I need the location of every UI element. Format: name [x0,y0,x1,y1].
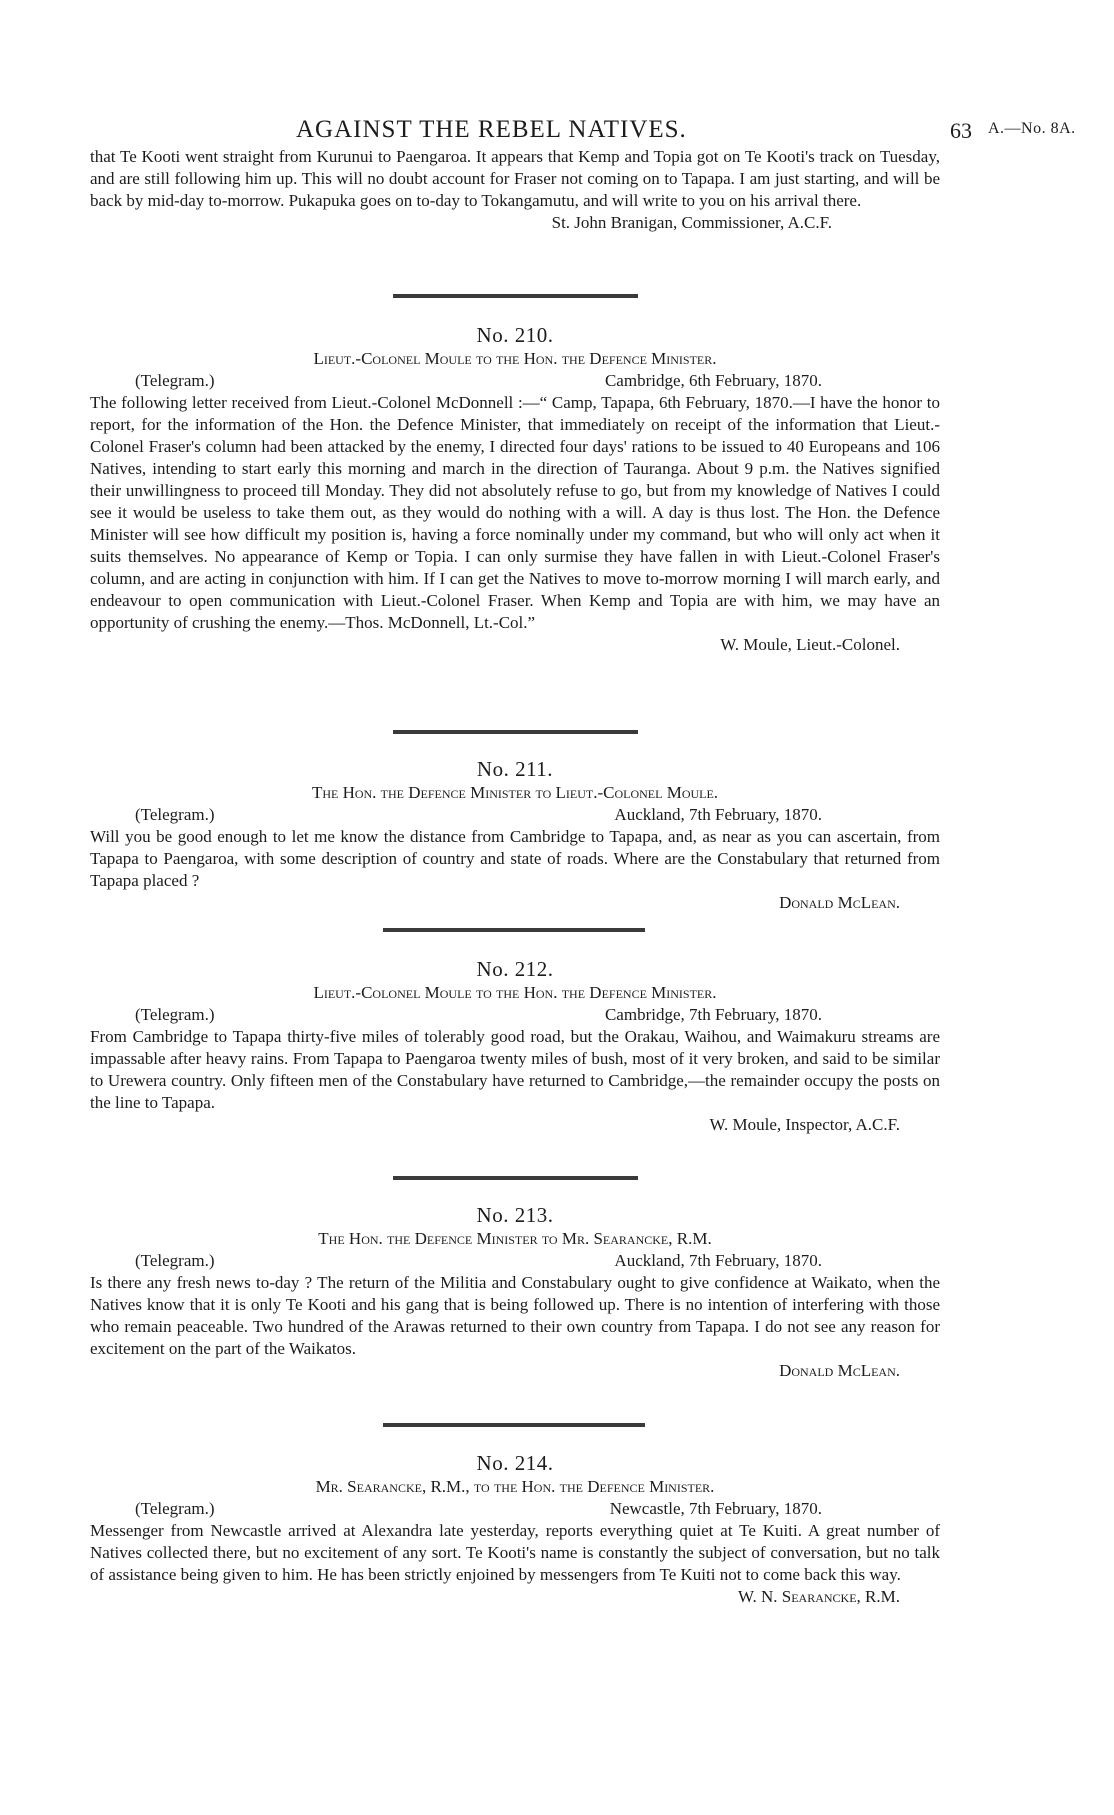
document-signature: W. Moule, Inspector, A.C.F. [709,1115,900,1134]
section-divider [393,1176,638,1180]
section-divider [383,1423,645,1427]
intro-text: that Te Kooti went straight from Kurunui to Paengaroa. It appears that Kemp and Topia got on Te Kooti's track on Tuesday, and are still following him up. This will no doubt account for Fraser not coming on to Tapapa. I am just starting, and will be back by mid-day to-morrow. Pukapuka goes on to-day to Tokangamutu, and will write to you on his arrival there. [90,147,940,210]
document-211 [90,756,940,914]
document-body: Messenger from Newcastle arrived at Alexandra late yesterday, reports everything quiet at Te Kuiti. A great number of Natives collected there, but no excitement of any sort. Te Kooti's name is constantly the subject of conversation, but no talk of assistance being given to him. He has been strictly enjoined by messengers from Te Kuiti not to come back this way. [90,1521,940,1584]
document-body: Will you be good enough to let me know the distance from Cambridge to Tapapa, and, as near as you can ascertain, from Tapapa to Paengaroa, with some description of country and state of roads. Where are the Constabulary that returned from Tapapa placed ? [90,827,940,890]
intro-block [90,146,940,234]
document-signature: W. N. Searancke, R.M. [737,1587,900,1606]
document-heading: The Hon. the Defence Minister to Lieut.-Colonel Moule. [311,783,719,802]
telegram-meta [90,1498,940,1520]
section-divider [383,928,645,932]
document-signature: Donald McLean. [779,1361,900,1380]
running-title: AGAINST THE REBEL NATIVES. [296,116,687,143]
page-number: 63 [950,118,972,143]
document-number: No. 212. [476,957,554,981]
document-body: From Cambridge to Tapapa thirty-five miles of tolerably good road, but the Orakau, Waihou, and Waimakuru streams are impassable after heavy rains. From Tapapa to Paengaroa twenty miles of bush, most of it very broken, and said to be similar to Urewera country. Only fifteen men of the Constabulary have returned to Cambridge,—the remainder occupy the posts on the line to Tapapa. [90,1027,940,1112]
document-214 [90,1450,940,1608]
telegram-label: (Telegram.) [135,371,215,390]
document-heading: The Hon. the Defence Minister to Mr. Searancke, R.M. [318,1229,712,1248]
document-210 [90,322,940,656]
document-number: No. 210. [476,323,554,347]
place-date: Cambridge, 7th February, 1870. [604,1005,822,1024]
section-divider [393,294,638,298]
telegram-label: (Telegram.) [135,1005,215,1024]
page-header [0,104,1114,144]
document-signature: Donald McLean. [779,893,900,912]
place-date: Cambridge, 6th February, 1870. [604,371,822,390]
document-heading: Lieut.-Colonel Moule to the Hon. the Defence Minister. [313,349,717,368]
document-body: The following letter received from Lieut.-Colonel McDonnell :—“ Camp, Tapapa, 6th February, 1870.—I have the honor to report, for the information of the Hon. the Defence Minister, that immediately on receipt of the information that Lieut.-Colonel Fraser's column had been attacked by the enemy, I directed four days' rations to be issued to 40 Europeans and 106 Natives, intending to start early this morning and march in the direction of Tauranga. About 9 p.m. the Natives signified their unwillingness to proceed till Monday. They did not absolutely refuse to go, but from my knowledge of Natives I could see it would be useless to take them out, as they would do nothing with a will. A day is thus lost. The Hon. the Defence Minister will see how difficult my position is, having a force nominally under my command, but who will only act when it suits themselves. No appearance of Kemp or Topia. I can only surmise they have fallen in with Lieut.-Colonel Fraser's column, and are acting in conjunction with him. If I can get the Natives to move to-morrow morning I will march early, and endeavour to open communication with Lieut.-Colonel Fraser. When Kemp and Topia are with him, we may have an opportunity of crushing the enemy.—Thos. McDonnell, Lt.-Col.” [90,393,940,632]
document-number: No. 211. [476,757,554,781]
telegram-meta [90,370,940,392]
document-heading: Lieut.-Colonel Moule to the Hon. the Defence Minister. [313,983,717,1002]
place-date: Auckland, 7th February, 1870. [614,1251,822,1270]
document-number: No. 213. [476,1203,554,1227]
document-number: No. 214. [476,1451,554,1475]
document-212 [90,956,940,1136]
document-signature: W. Moule, Lieut.-Colonel. [720,635,900,654]
paper-reference: A.—No. 8A. [988,120,1076,137]
telegram-label: (Telegram.) [135,1251,215,1270]
telegram-label: (Telegram.) [135,805,215,824]
telegram-meta [90,804,940,826]
document-213 [90,1202,940,1382]
place-date: Newcastle, 7th February, 1870. [609,1499,822,1518]
place-date: Auckland, 7th February, 1870. [614,805,822,824]
section-divider [393,730,638,734]
document-heading: Mr. Searancke, R.M., to the Hon. the Defence Minister. [315,1477,715,1496]
intro-signature: St. John Branigan, Commissioner, A.C.F. [551,213,832,232]
telegram-label: (Telegram.) [135,1499,215,1518]
document-body: Is there any fresh news to-day ? The return of the Militia and Constabulary ought to give confidence at Waikato, when the Natives know that it is only Te Kooti and his gang that is being followed up. There is no intention of interfering with those who remain peaceable. Two hundred of the Arawas returned to their own country from Tapapa. I do not see any reason for excitement on the part of the Waikatos. [90,1273,940,1358]
telegram-meta [90,1004,940,1026]
telegram-meta [90,1250,940,1272]
